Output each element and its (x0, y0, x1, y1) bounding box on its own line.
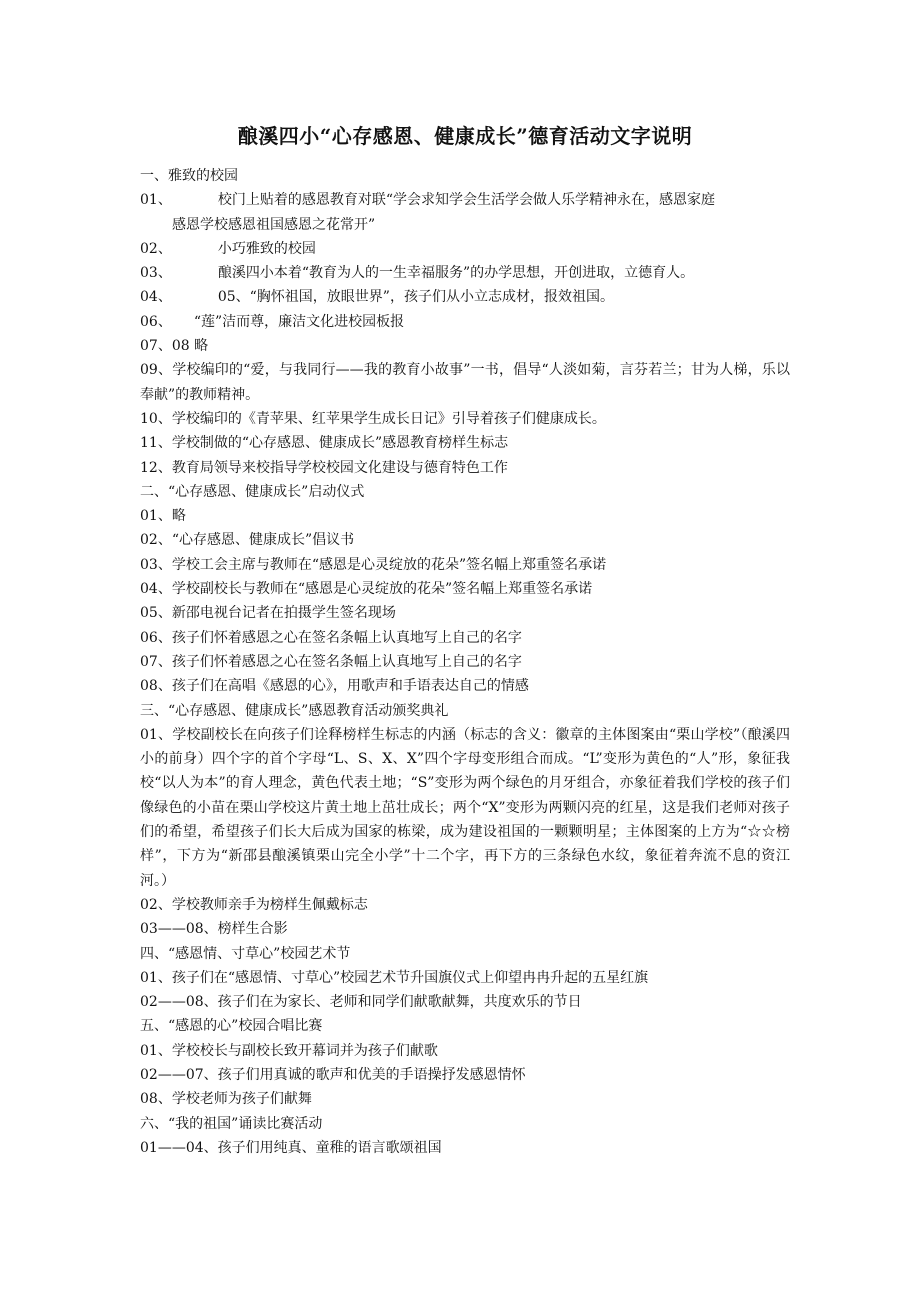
item-text: 05、“胸怀祖国，放眼世界”，孩子们从小立志成材，报效祖国。 (217, 289, 614, 306)
item-number: 04、 (140, 289, 172, 306)
list-item: 07、孩子们怀着感恩之心在签名条幅上认真地写上自己的名字 (140, 653, 522, 670)
list-item: 06、孩子们怀着感恩之心在签名条幅上认真地写上自己的名字 (140, 629, 522, 646)
section-heading: 四、“感恩情、寸草心”校园艺术节 (140, 945, 351, 962)
item-number: 03、 (140, 265, 172, 282)
list-item: 08、学校老师为孩子们献舞 (140, 1091, 312, 1108)
section-heading: 二、“心存感恩、健康成长”启动仪式 (140, 483, 365, 500)
item-text: 校门上贴着的感恩教育对联“学会求知学会生活学会做人乐学精神永在，感恩家庭 (217, 192, 715, 209)
list-item: 01、学校副校长在向孩子们诠释榜样生标志的内涵（标志的含义：徽章的主体图案由“栗山学校”（酿溪四小的前身）四个字的首个字母“L、S、X、X”四个字母变形组合而成。“L”变形为黄色的“人”形，象征我校“以人为本”的育人理念，黄色代表土地；“S”变形为两个绿色的月牙组合，亦象征着我们学校的孩子们像绿色的小苗在栗山学校这片黄土地上茁壮成长；两个“X”变形为两颗闪亮的红星，这是我们老师对孩子们的希望，希望孩子们长大后成为国家的栋梁，成为建设祖国的一颗颗明星；主体图案的上方为“☆☆榜样”，下方为“新邵县酿溪镇栗山完全小学”十二个字，再下方的三条绿色水纹，象征着奔流不息的资江河。） (140, 726, 790, 889)
item-text: 酿溪四小本着“教育为人的一生幸福服务”的办学思想，开创进取，立德育人。 (217, 265, 695, 282)
list-item: 01、孩子们在“感恩情、寸草心”校园艺术节升国旗仪式上仰望冉冉升起的五星红旗 (140, 969, 649, 986)
list-item: 11、学校制做的“心存感恩、健康成长”感恩教育榜样生标志 (140, 435, 509, 452)
list-item: 01、学校校长与副校长致开幕词并为孩子们献歌 (140, 1042, 438, 1059)
item-number: 06、 (140, 313, 172, 330)
document-title: 酿溪四小“心存感恩、健康成长”德育活动文字说明 (237, 124, 693, 148)
list-item: 02、“心存感恩、健康成长”倡议书 (140, 532, 355, 549)
list-item: 02、学校教师亲手为榜样生佩戴标志 (140, 896, 368, 913)
list-item: 12、教育局领导来校指导学校校园文化建设与德育特色工作 (140, 459, 508, 476)
list-item: 02——07、孩子们用真诚的歌声和优美的手语操抒发感恩情怀 (140, 1066, 526, 1083)
section-heading: 六、“我的祖国”诵读比赛活动 (140, 1115, 323, 1132)
list-item: 09、学校编印的“爱，与我同行——我的教育小故事”一书，倡导“人淡如菊，言芬若兰；甘为人梯，乐以奉献”的教师精神。 (140, 362, 790, 403)
section-heading: 五、“感恩的心”校园合唱比赛 (140, 1018, 323, 1035)
list-item: 02——08、孩子们在为家长、老师和同学们献歌献舞，共度欢乐的节日 (140, 994, 582, 1011)
list-item: 03——08、榜样生合影 (140, 921, 288, 938)
section-heading: 三、“心存感恩、健康成长”感恩教育活动颁奖典礼 (140, 702, 449, 719)
list-item: 05、新邵电视台记者在拍摄学生签名现场 (140, 605, 396, 622)
list-item: 10、学校编印的《青苹果、红苹果学生成长日记》引导着孩子们健康成长。 (140, 410, 606, 427)
list-item (140, 261, 790, 285)
list-item: 01、略 (140, 508, 186, 525)
list-item (140, 285, 790, 309)
list-item (140, 237, 790, 261)
item-number: 01、 (140, 192, 172, 209)
list-item (140, 188, 790, 212)
item-text: “莲”洁而尊，廉洁文化进校园板报 (193, 313, 405, 330)
item-text: 小巧雅致的校园 (217, 240, 316, 257)
list-item: 01——04、孩子们用纯真、童稚的语言歌颂祖国 (140, 1139, 442, 1156)
list-item (140, 310, 790, 334)
list-item: 08、孩子们在高唱《感恩的心》，用歌声和手语表达自己的情感 (140, 678, 529, 695)
list-item: 07、08 略 (140, 338, 209, 355)
item-text-continuation: 感恩学校感恩祖国感恩之花常开” (172, 216, 376, 233)
document-page (140, 122, 790, 1160)
section-heading: 一、雅致的校园 (140, 168, 238, 184)
list-item: 03、学校工会主席与教师在“感恩是心灵绽放的花朵”签名幅上郑重签名承诺 (140, 556, 607, 573)
item-number: 02、 (140, 240, 172, 257)
list-item: 04、学校副校长与教师在“感恩是心灵绽放的花朵”签名幅上郑重签名承诺 (140, 581, 593, 598)
